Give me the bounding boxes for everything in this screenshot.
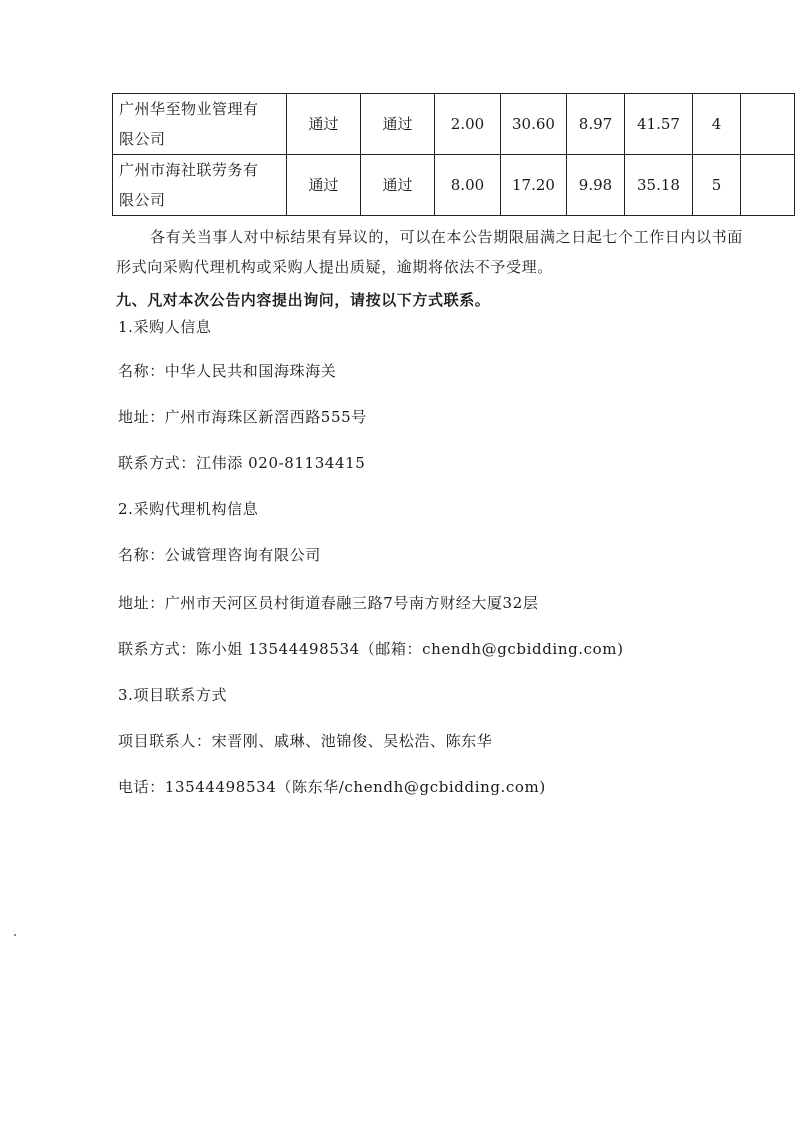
scan-speck (14, 934, 16, 936)
table-cell: 8.97 (567, 94, 625, 155)
purchaser-name: 名称：中华人民共和国海珠海关 (118, 362, 337, 380)
agency-section-title: 2.采购代理机构信息 (118, 500, 259, 518)
project-section-title: 3.项目联系方式 (118, 686, 228, 704)
table-row (113, 94, 795, 155)
supplier-name-cell (113, 94, 287, 155)
table-cell: 2.00 (435, 94, 501, 155)
supplier-name-line2: 限公司 (119, 130, 166, 148)
table-row (113, 155, 795, 216)
empty-cell (741, 155, 795, 216)
results-table (112, 93, 795, 216)
agency-address: 地址：广州市天河区员村街道春融三路7号南方财经大厦32层 (118, 594, 539, 612)
purchaser-section-title: 1.采购人信息 (118, 318, 212, 336)
supplier-name-line2: 限公司 (119, 191, 166, 209)
supplier-name-cell (113, 155, 287, 216)
table-cell: 17.20 (501, 155, 567, 216)
purchaser-address: 地址：广州市海珠区新滘西路555号 (118, 408, 367, 426)
agency-name: 名称：公诚管理咨询有限公司 (118, 546, 321, 564)
objection-notice-paragraph: 各有关当事人对中标结果有异议的，可以在本公告期限届满之日起七个工作日内以书面形式向采购代理机构或采购人提出质疑，逾期将依法不予受理。 (116, 228, 743, 276)
supplier-name-line1: 广州华至物业管理有 (119, 100, 259, 118)
purchaser-contact: 联系方式：江伟添 020-81134415 (118, 454, 366, 472)
table-cell: 通过 (287, 94, 361, 155)
agency-contact: 联系方式：陈小姐 13544498534（邮箱：chendh@gcbidding.com) (118, 640, 624, 658)
table-cell: 30.60 (501, 94, 567, 155)
supplier-name-line1: 广州市海社联劳务有 (119, 161, 259, 179)
empty-cell (741, 94, 795, 155)
table-cell: 41.57 (625, 94, 693, 155)
table-cell: 通过 (361, 94, 435, 155)
table-cell: 通过 (361, 155, 435, 216)
section-nine-heading: 九、凡对本次公告内容提出询问，请按以下方式联系。 (116, 291, 491, 309)
project-phone: 电话：13544498534（陈东华/chendh@gcbidding.com) (118, 778, 546, 796)
rank-cell: 5 (693, 155, 741, 216)
table-cell: 8.00 (435, 155, 501, 216)
table-cell: 35.18 (625, 155, 693, 216)
table-cell: 9.98 (567, 155, 625, 216)
rank-cell: 4 (693, 94, 741, 155)
table-cell: 通过 (287, 155, 361, 216)
project-contacts: 项目联系人：宋晋刚、戚琳、池锦俊、吴松浩、陈东华 (118, 732, 493, 750)
